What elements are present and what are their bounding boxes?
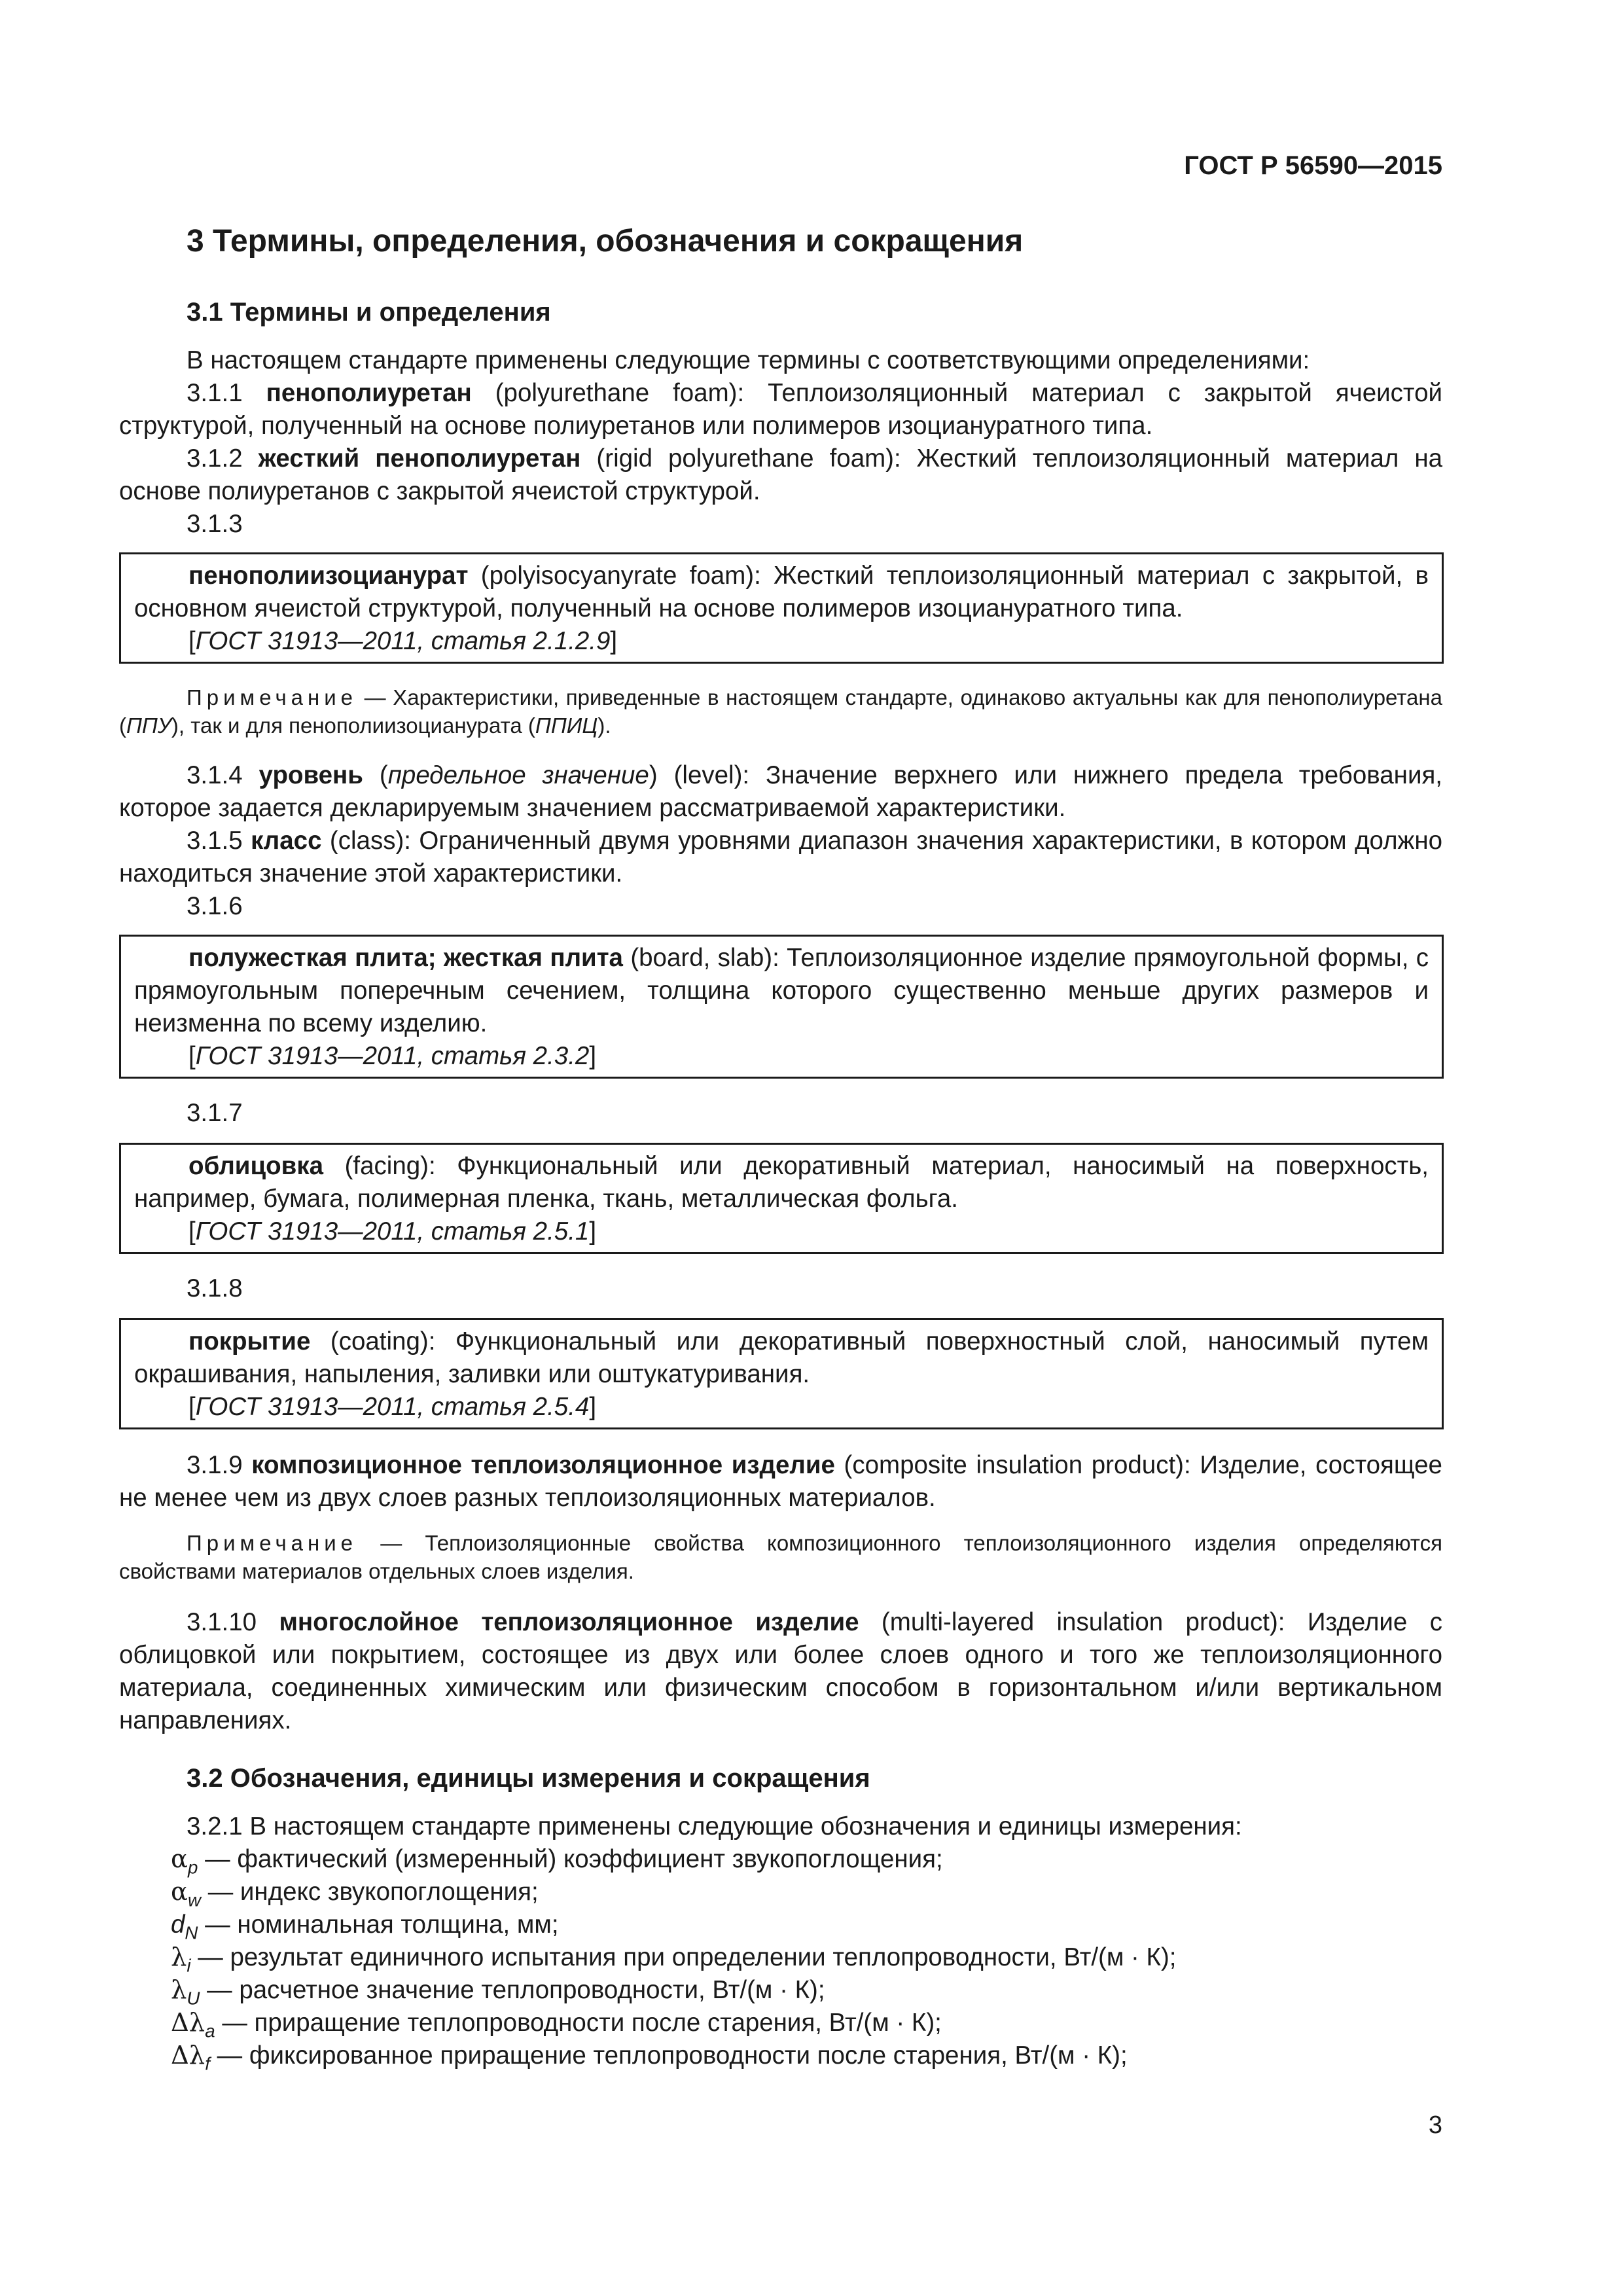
terms-block-2	[119, 759, 1442, 923]
section-3-title: 3 Термины, определения, обозначения и сокращения	[187, 224, 1024, 259]
term-3-1-3-box	[119, 552, 1444, 664]
term-3-1-10-row	[119, 1606, 1442, 1737]
symbol-alpha-p: $\alpha_p$ — фактический (измеренный) коэффициент звукопоглощения;	[171, 1844, 943, 1878]
term-3-1-8-source: [ГОСТ 31913—2011, статья 2.5.4]	[188, 1393, 597, 1421]
term-3-1-10: 3.1.10 многослойное теплоизоляционное изделие (multi-layered insulation product): Изделие с облицовкой или покрытием, состоящее из двух или более слоев одного и того же теплоизоляционного материала, соединенных химическим или физическим способом в горизонтальном и/или вертикальном направлениях.	[119, 1608, 1442, 1734]
term-3-1-2: 3.1.2 жесткий пенополиуретан (rigid polyurethane foam): Жесткий теплоизоляционный материал на основе полиуретанов с закрытой ячеистой структурой.	[119, 444, 1443, 505]
symbol-alpha-w: $\alpha_w$ — индекс звукопоглощения;	[171, 1877, 539, 1910]
note-2-label: Примечание	[187, 1531, 358, 1555]
page-number: 3	[1428, 2111, 1442, 2139]
term-3-1-8-number: 3.1.8	[187, 1274, 243, 1302]
term-3-1-9-row	[119, 1449, 1442, 1515]
term-3-1-5: 3.1.5 класс (class): Ограниченный двумя уровнями диапазон значения характеристики, в котором должно находиться значение этой характеристики.	[119, 827, 1442, 888]
subsection-3-2-title: 3.2 Обозначения, единицы измерения и сокращения	[187, 1764, 870, 1793]
term-3-1-3-source: [ГОСТ 31913—2011, статья 2.1.2.9]	[188, 627, 618, 655]
document-code-header: ГОСТ Р 56590—2015	[1184, 151, 1442, 180]
term-3-1-7-box	[119, 1143, 1444, 1254]
symbol-d-n: $d_N$ — номинальная толщина, мм;	[171, 1910, 559, 1943]
term-3-1-4: 3.1.4 уровень (предельное значение) (level): Значение верхнего или нижнего предела требования, которое задается декларируемым значением рассматриваемой характеристики.	[119, 761, 1442, 822]
terms-block-1	[119, 344, 1442, 541]
term-3-1-8-number-row	[119, 1272, 1442, 1305]
intro-text: В настоящем стандарте применены следующие термины с соответствующими определениями:	[187, 346, 1310, 374]
term-3-1-6-source: [ГОСТ 31913—2011, статья 2.3.2]	[188, 1042, 597, 1070]
term-3-1-6-box	[119, 935, 1444, 1079]
term-3-1-7-source: [ГОСТ 31913—2011, статья 2.5.1]	[188, 1217, 597, 1246]
symbol-lambda-i: $\lambda_i$ — результат единичного испытания при определении теплопроводности, Вт/(м · К);	[171, 1943, 1177, 1976]
term-3-1-7-number-row	[119, 1097, 1442, 1130]
symbol-lambda-u: $\lambda_U$ — расчетное значение теплопроводности, Вт/(м · К);	[171, 1975, 825, 2009]
term-3-1-7-number: 3.1.7	[187, 1099, 243, 1127]
term-3-1-8-box	[119, 1318, 1444, 1429]
term-3-1-7: облицовка (facing): Функциональный или декоративный материал, наносимый на поверхность, например, бумага, полимерная пленка, ткань, металлическая фольга.	[134, 1152, 1429, 1213]
para-3-2-1: 3.2.1 В настоящем стандарте применены следующие обозначения и единицы измерения:	[187, 1812, 1242, 1840]
subsection-3-1-title: 3.1 Термины и определения	[187, 298, 551, 327]
note-2: Примечание — Теплоизоляционные свойства композиционного теплоизоляционного изделия определяются свойствами материалов отдельных слоев изделия.	[119, 1531, 1442, 1583]
symbol-delta-lambda-a: $\Delta\lambda_a$ — приращение теплопроводности после старения, Вт/(м · К);	[171, 2008, 942, 2041]
term-3-1-6: полужесткая плита; жесткая плита (board, slab): Теплоизоляционное изделие прямоугольной формы, с прямоугольным поперечным сечением, толщина которого существенно меньше других размеров и неизменна по всему изделию.	[134, 944, 1429, 1037]
term-3-1-9: 3.1.9 композиционное теплоизоляционное изделие (composite insulation product): Изделие, состоящее не менее чем из двух слоев разных теплоизоляционных материалов.	[119, 1451, 1442, 1512]
note-1: Примечание — Характеристики, приведенные в настоящем стандарте, одинаково актуальны как для пенополиуретана (ППУ), так и для пенополиизоцианурата (ППИЦ).	[119, 685, 1442, 738]
term-3-1-6-number: 3.1.6	[187, 892, 243, 920]
note-1-label: Примечание	[187, 685, 358, 709]
symbols-block	[119, 1810, 1442, 2072]
term-3-1-3-number: 3.1.3	[187, 510, 243, 538]
term-3-1-8: покрытие (coating): Функциональный или декоративный поверхностный слой, наносимый путем окрашивания, напыления, заливки или оштукатуривания.	[134, 1327, 1429, 1388]
symbol-delta-lambda-f: $\Delta\lambda_f$ — фиксированное приращение теплопроводности после старения, Вт/(м · К);	[171, 2041, 1128, 2074]
term-3-1-3: пенополиизоцианурат (polyisocyanyrate foam): Жесткий теплоизоляционный материал с закрытой, в основном ячеистой структурой, полученный на основе полимеров изоциануратного типа.	[134, 562, 1429, 622]
term-3-1-1: 3.1.1 пенополиуретан (polyurethane foam): Теплоизоляционный материал с закрытой ячеистой структурой, полученный на основе полиуретанов или полимеров изоциануратного типа.	[119, 379, 1442, 440]
